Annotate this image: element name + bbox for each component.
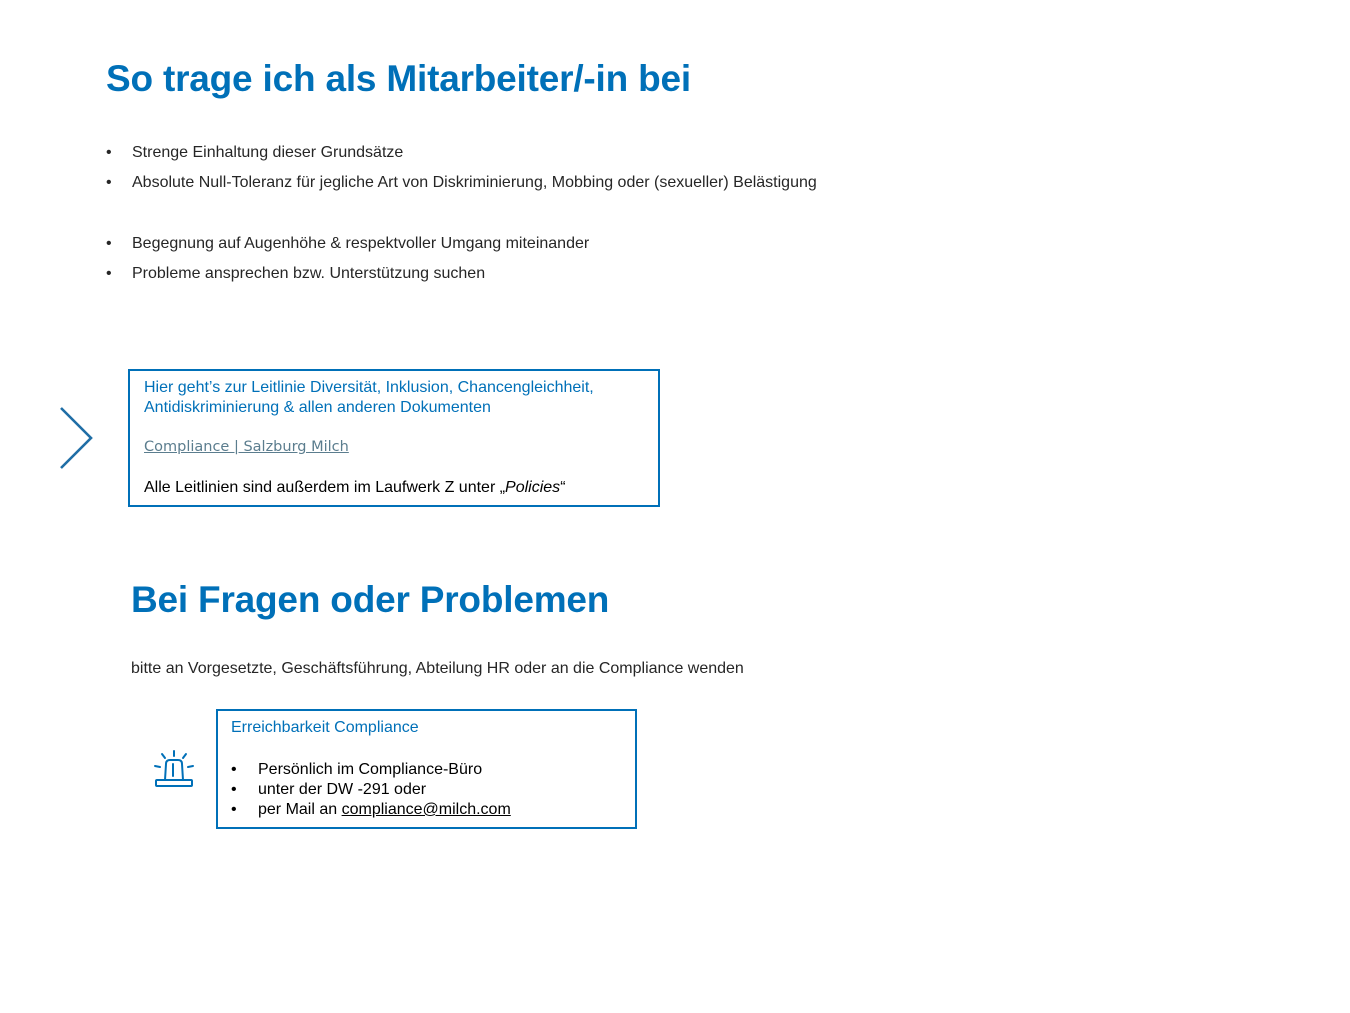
contact-box-title: Erreichbarkeit Compliance: [231, 719, 419, 736]
list-item-text: Probleme ansprechen bzw. Unterstützung suchen: [132, 265, 486, 282]
contact-list: [231, 760, 511, 820]
contact-item-phone: unter der DW -291 oder: [258, 781, 427, 798]
list-item-text: Absolute Null-Toleranz für jegliche Art von Diskriminierung, Mobbing oder (sexueller) Belästigung: [132, 174, 817, 191]
note-policies: Policies: [505, 479, 561, 496]
bullet-list-behaviour: [106, 229, 589, 289]
mail-prefix: per Mail an: [258, 801, 342, 818]
guideline-callout-box: [128, 369, 660, 507]
list-item: [106, 168, 817, 198]
list-item: [231, 760, 511, 780]
bullet-glyph: •: [231, 761, 237, 778]
compliance-link[interactable]: Compliance | Salzburg Milch: [144, 439, 349, 455]
list-item-text: Begegnung auf Augenhöhe & respektvoller Umgang miteinander: [132, 235, 590, 252]
section-title-questions: Bei Fragen oder Problemen: [131, 579, 610, 620]
alarm-light-icon: [153, 749, 195, 791]
callout-note: [144, 479, 566, 497]
bullet-glyph: •: [106, 174, 112, 191]
compliance-contact-box: [216, 709, 637, 829]
page-title: So trage ich als Mitarbeiter/-in bei: [106, 58, 691, 99]
bullet-glyph: •: [231, 781, 237, 798]
bullet-glyph: •: [231, 801, 237, 818]
list-item: [106, 138, 817, 168]
compliance-email-link[interactable]: compliance@milch.com: [341, 801, 511, 818]
list-item: [231, 780, 511, 800]
note-prefix: Alle Leitlinien sind außerdem im Laufwerk Z unter „: [144, 479, 506, 496]
list-item: [106, 259, 589, 289]
callout-intro-text: Hier geht’s zur Leitlinie Diversität, Inklusion, Chancengleichheit, Antidiskriminierung & allen anderen Dokumenten: [144, 379, 594, 416]
bullet-glyph: •: [106, 265, 112, 282]
bullet-glyph: •: [106, 144, 112, 161]
list-item-text: Strenge Einhaltung dieser Grundsätze: [132, 144, 404, 161]
bullet-glyph: •: [106, 235, 112, 252]
contact-item-office: Persönlich im Compliance-Büro: [258, 761, 483, 778]
list-item: [231, 800, 511, 820]
list-item: [106, 229, 589, 259]
contact-instruction-text: bitte an Vorgesetzte, Geschäftsführung, Abteilung HR oder an die Compliance wenden: [131, 660, 744, 677]
note-suffix: “: [560, 479, 566, 496]
chevron-right-icon: [58, 406, 94, 470]
bullet-list-rules: [106, 138, 817, 198]
